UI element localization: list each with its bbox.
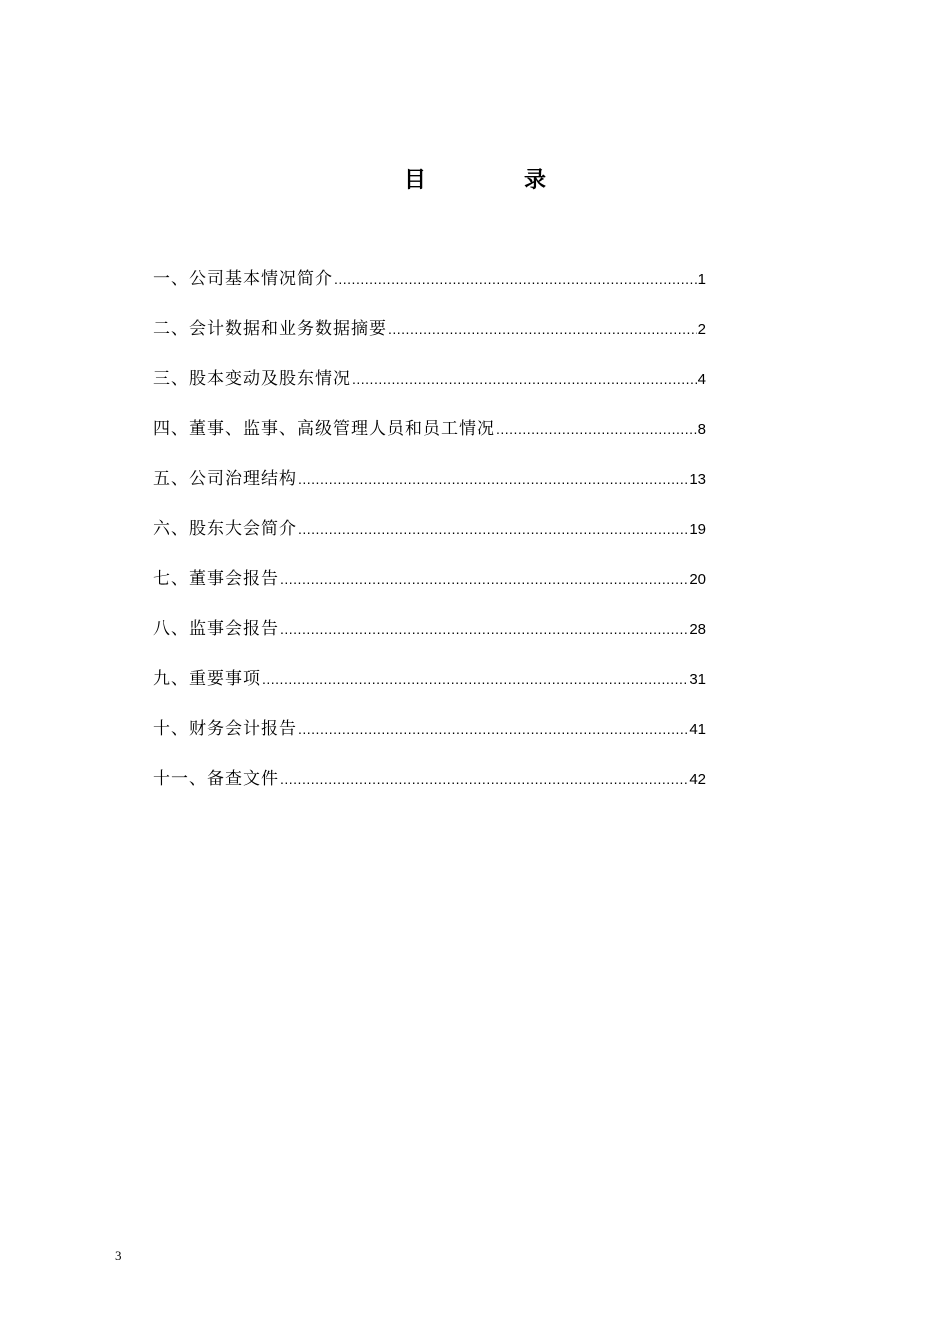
dot-leader xyxy=(496,414,697,444)
toc-entry-page: 28 xyxy=(689,621,706,638)
toc-entry-page: 2 xyxy=(697,321,706,338)
dot-leader xyxy=(280,614,688,644)
toc-entry-label: 四、董事、监事、高级管理人员和员工情况 xyxy=(153,419,495,439)
toc-entry-label: 二、会计数据和业务数据摘要 xyxy=(153,319,387,339)
toc-entry[interactable] xyxy=(153,264,706,314)
toc-entry-label: 一、公司基本情况简介 xyxy=(153,269,333,289)
toc-entry-page: 31 xyxy=(689,671,706,688)
toc-entry-page: 20 xyxy=(689,571,706,588)
toc-entry[interactable] xyxy=(153,614,706,664)
toc-entry-label: 七、董事会报告 xyxy=(153,569,279,589)
toc-entry[interactable] xyxy=(153,364,706,414)
dot-leader xyxy=(280,764,688,794)
dot-leader xyxy=(280,564,688,594)
dot-leader xyxy=(352,364,697,394)
toc-entry-label: 三、股本变动及股东情况 xyxy=(153,369,351,389)
toc-entry[interactable] xyxy=(153,464,706,514)
toc-title: 目 录 xyxy=(403,168,584,193)
toc-entry-page: 13 xyxy=(689,471,706,488)
dot-leader xyxy=(298,514,688,544)
table-of-contents xyxy=(153,264,706,814)
toc-entry-page: 41 xyxy=(689,721,706,738)
toc-entry[interactable] xyxy=(153,664,706,714)
toc-entry[interactable] xyxy=(153,314,706,364)
dot-leader xyxy=(388,314,697,344)
toc-entry[interactable] xyxy=(153,414,706,464)
toc-entry[interactable] xyxy=(153,764,706,814)
dot-leader xyxy=(262,664,688,694)
toc-entry[interactable] xyxy=(153,714,706,764)
page-number: 3 xyxy=(115,1248,122,1263)
toc-entry-label: 五、公司治理结构 xyxy=(153,469,297,489)
toc-entry-page: 42 xyxy=(689,771,706,788)
toc-entry-label: 九、重要事项 xyxy=(153,669,261,689)
toc-entry-label: 六、股东大会简介 xyxy=(153,519,297,539)
toc-entry-label: 十一、备查文件 xyxy=(153,769,279,789)
toc-entry-page: 1 xyxy=(697,271,706,288)
toc-entry-label: 八、监事会报告 xyxy=(153,619,279,639)
dot-leader xyxy=(334,264,697,294)
toc-entry-page: 8 xyxy=(697,421,706,438)
toc-entry-page: 19 xyxy=(689,521,706,538)
toc-entry-page: 4 xyxy=(697,371,706,388)
dot-leader xyxy=(298,464,688,494)
toc-entry[interactable] xyxy=(153,514,706,564)
dot-leader xyxy=(298,714,688,744)
toc-entry[interactable] xyxy=(153,564,706,614)
toc-entry-label: 十、财务会计报告 xyxy=(153,719,297,739)
